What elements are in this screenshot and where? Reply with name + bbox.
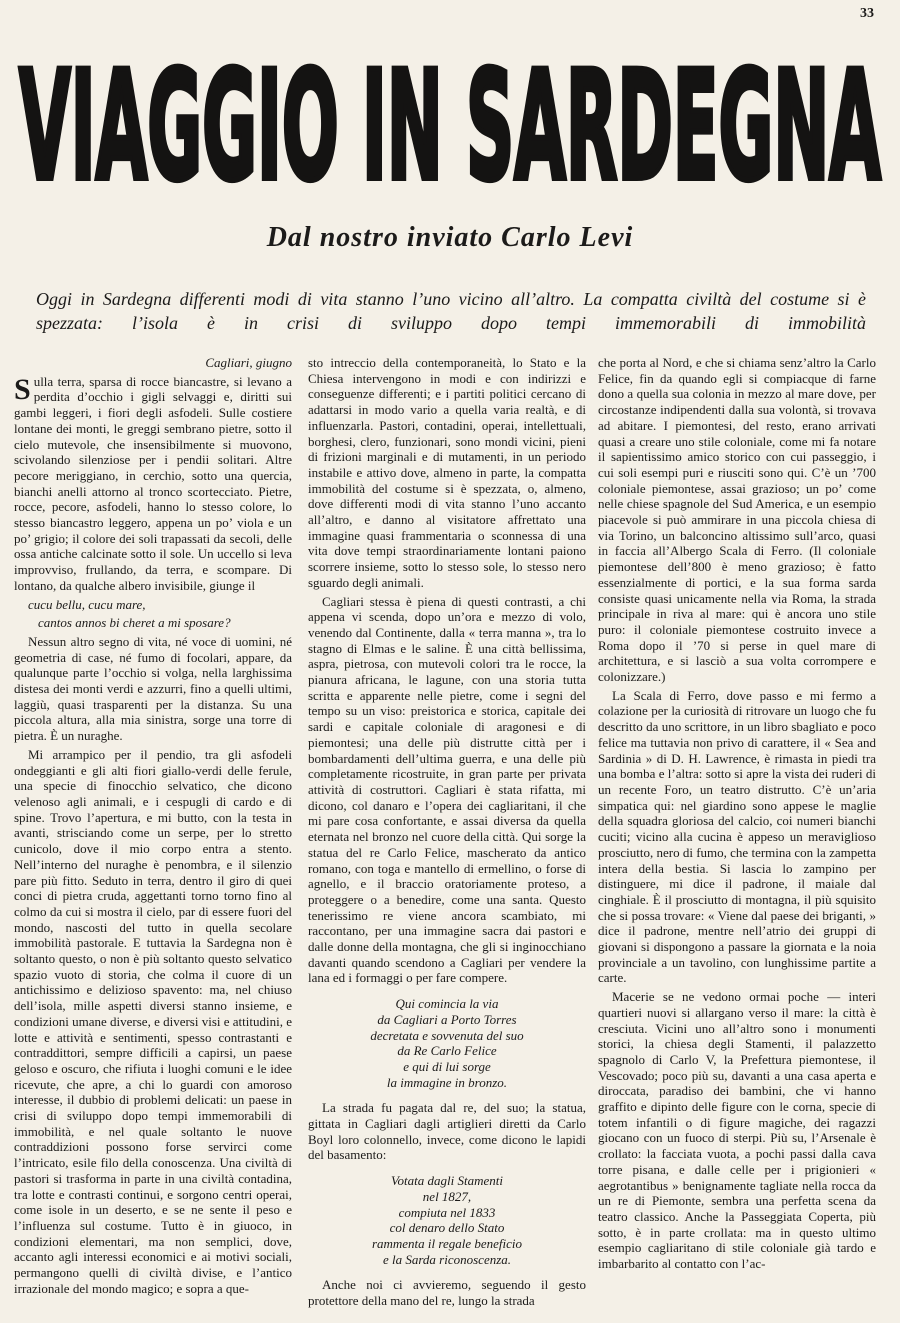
inscription-line: decretata e sovvenuta del suo	[370, 1027, 524, 1043]
inscription-line: rammenta il regale beneficio	[371, 1235, 523, 1251]
verse-line: cantos annos bi cheret a mi sposare?	[38, 615, 231, 631]
article-body	[14, 355, 886, 1315]
paragraph-text: ulla terra, sparsa di rocce biancastre, si levano a perdita d’occhio i gigli selvaggi e, diritti sui gambi leggeri, i fiori degli asfodeli. Sulle costiere lontane dei monti, le greggi sembrano pietre, sotto il cielo mutevole, che insensibilmente si muovono, scivolando silenziose per i pendii solitari. Altre pecore meriggiano, in cerchio, sotto una quercia, bianchi anelli attorno al tronco scortecciato. Pietre, rocce, pecore, asfodeli, hanno lo stesso colore, lo stesso biancastro leggero, appena un po’ viola e un po’ grigio; il colore dei soli trapassati da secoli, delle ossa antiche calcinate sotto il sole. Un uccello si leva improvviso, frullando, da terra, e scompare. Di lontano, da qualche albero invisibile, giunge il	[14, 373, 292, 593]
headline	[0, 44, 900, 204]
inscription-line: la immagine in bronzo.	[386, 1074, 508, 1090]
inscription-line: da Re Carlo Felice	[397, 1043, 497, 1059]
inscription-line: e qui di lui sorge	[403, 1058, 491, 1074]
inscription-line: Votata dagli Stamenti	[391, 1173, 503, 1189]
headline-text: VIAGGIO IN SARDEGNA	[19, 44, 881, 204]
standfirst: Oggi in Sardegna differenti modi di vita stanno l’uno vicino all’altro. La compatta civiltà del costume si è spezzata: l’isola è in crisi di sviluppo dopo tempi immemorabili di immobilità	[36, 289, 866, 333]
inscription-line: e la Sarda riconoscenza.	[382, 1251, 512, 1267]
inscription-via	[308, 996, 586, 1090]
inscription-basamento	[308, 1173, 586, 1267]
paragraph: Macerie se ne vedono ormai poche — interi quartieri nuovi si allargano verso il mare: la città è cresciuta. Vicini uno all’altro sono i monumenti storici, la chiesa degli Stamenti, il palazzetto spagnolo di Carlo V, la Prefettura piemontese, il Vescovado; poco più su, davanti a una casa aperta e diroccata, paradiso dei bambini, che vi hanno graffito e dipinto delle figure con le corna, specie di totem infantili o di figure magiche, dei ragazzi giocano con un fuoco di sterpi. Più su, l’Arsenale è crollato: la facciata vuota, a pochi passi dalla cava torre pisana, e dalle celle per i prigionieri « aegrotantibus » benignamente tagliate nella rocca da un re di Piemonte, sembra una perfetta scena da teatro classico. Anche la Passeggiata Coperta, più sotto, è in parte crollata: ma in questo ultimo esempio cagliaritano di stile coloniale già tardo e imbarbarito al contatto con l’ac-	[598, 989, 876, 1272]
verse-line: cucu bellu, cucu mare,	[28, 596, 146, 612]
column-2	[308, 355, 586, 1315]
paragraph: Mi arrampico per il pendio, tra gli asfodeli ondeggianti e gli alti fiori giallo-verdi delle ferule, una specie di finocchio selvatico, che dicono velenoso agli animali, e i cespugli di cardo e di spine. Trovo l’apertura, e mi butto, con la testa in avanti, strisciando come un serpe, per lo stretto cunicolo, dove il mio corpo entra a stento. Nell’interno del nuraghe è penombra, e il silenzio pare più fitto. Seduto in terra, dentro il giro di quei conci di pietra cruda, aggettanti torno torno fino al colmo da cui si mostra il cielo, par di essere fuori del mondo, nascosti del tutto in quella secolare immobilità pastorale. E tuttavia la Sardegna non è soltanto questo, o non è più soltanto questo selvatico spazio vuoto di storia, che colma il cuore di un antichissimo e delizioso spavento: ma, nel chiuso dell’isola, mille aspetti diversi stanno insieme, e condizioni umane diverse, e diversi visi e attitudini, e lotte e attività e sentimenti, spesso contrastanti e contraddittori, sempre difficili a capirsi, un paese geloso e oscuro, che rifiuta i luoghi comuni e le idee ricevute, che apre, a chi lo guardi con amoroso interesse, il dubbio di problemi delicati: un paese in crisi di sviluppo dopo tempi immemorabili di immobilità, e nel quale soltanto le nuove contraddizioni possono forse servirci come l’intricato, esile filo della conoscenza. Una civiltà di pastori si trasforma in parte in una civiltà contadina, tra lotte e contrasti continui, e sorgono centri operai, come isole in un deserto, e se ne sente il peso e l’influenza sul costume. Tutto è in giuoco, in condizioni elementari, ma non semplici, dove, accanto agli interessi economici e ai motivi sociali, permangono quelli di civiltà divise, e l’antico irrazionale del mondo magico; e sopra a que-	[14, 746, 292, 1296]
column-3	[598, 355, 876, 1315]
page-number: 33	[860, 6, 874, 21]
byline: Dal nostro inviato Carlo Levi	[266, 222, 634, 253]
paragraph: Cagliari stessa è piena di questi contrasti, a chi appena vi scenda, dopo un’ora e mezzo di volo, venendo dal Continente, dalla « terra manna », tra lo stagno di Elmas e le saline. È una città bellissima, aspra, pietrosa, con mutevoli colori tra le rocce, la pianura africana, le lagune, con una storia tutta scritta e apparente nelle pietre, come i segni del tempo su un viso: preistorica e storica, capitale dei sardi e capitale coloniale di aragonesi e di piemontesi; una delle più distrutte città per i bombardamenti dell’ultima guerra, e una delle più completamente ricostruite, in gran parte per privata attività di costruttori. Cagliari è stata rifatta, mi dicono, col danaro e l’opera dei cagliaritani, il che mi pare cosa confortante, e assai diversa da quella eternata nel bronzo nel cuore della città. Qui sorge la statua del re Carlo Felice, mascherato da antico romano, con toga e mantello di ermellino, o forse di agnello, e il braccio oratoriamente proteso, a proteggere o a benedire, come una santa. Questo tenerissimo re viene ancora scambiato, mi raccontano, per una immagine sacra dai pastori e dalle donne della montagna, che gli si inginocchiano davanti quando scendono a Cagliari per vendere la lana ed i formaggi o per fare compere.	[308, 593, 586, 986]
inscription-line: nel 1827,	[422, 1188, 472, 1204]
paragraph: La Scala di Ferro, dove passo e mi fermo a colazione per la curiosità di ritrovare un luogo che fu descritto da uno scrittore, in un libro sbagliato e poco felice ma tuttavia non privo di carattere, il « Sea and Sardinia » di D. H. Lawrence, è rimasta in piedi tra una bomba e l’altra: sotto si apre la vista dei ruderi di un recente Foro, un teatro distrutto. C’è un’aria simpatica qui: nel giardino sono appese le maglie della squadra gloriosa del calcio, coi numeri bianchi cuciti; vicino alla cucina è appeso un meraviglioso prosciutto, nero di fumo, che termina con la zampetta intera della bestia. Si lascia lo zampino per distinguere, mi dice il padrone, il maiale dal cinghiale. È il prosciutto di montagna, il più squisito che si possa trovare: « Viene dal paese dei briganti, » dice il padrone, mentre nell’atrio dei gruppi di giovani si dispongono a passare la giornata e la noia provinciale a un tavolino, con lunghissime partite a carte.	[598, 687, 876, 986]
paragraph: Nessun altro segno di vita, né voce di uomini, né geometria di case, né fumo di focolari, appare, da qualunque parte l’occhio si volga, nella larghissima distesa dei monti verdi e azzurri, fino a quelli ultimi, laggiù, quasi trasparenti per la distanza. Su una piccola altura, alla mia sinistra, sorge una torre di pietra. È un nuraghe.	[14, 633, 292, 744]
inscription-line: compiuta nel 1833	[398, 1204, 496, 1220]
inscription-line: da Cagliari a Porto Torres	[377, 1011, 517, 1027]
headline-svg	[0, 44, 900, 204]
paragraph	[14, 374, 292, 594]
column-1	[14, 355, 292, 1315]
inscription-line: col denaro dello Stato	[389, 1220, 505, 1236]
paragraph: Anche noi ci avvieremo, seguendo il gesto protettore della mano del re, lungo la strada	[308, 1277, 586, 1309]
paragraph: sto intreccio della contemporaneità, lo Stato e la Chiesa intervengono in modi e con indirizzi e conseguenze differenti; e i partiti politici cercano di adattarsi in modo vario a quella varia realtà, e di influenzarla. Pastori, contadini, operai, intellettuali, borghesi, clero, funzionari, sono mondi vicini, pieni di frizioni marginali e di mutamenti, in un periodo instabile e attivo dove, almeno in parte, la compatta immobilità del costume si è spezzata, o, almeno, dove differenti modi di vita stanno l’uno accanto all’altro, e danno al visitatore affrettato una immagine quasi frammentaria o sconnessa di una vita dove tempi straordinariamente lontani paiono scorrere insieme, sotto lo stesso sole, lo stesso nero sguardo degli animali.	[308, 355, 586, 590]
paragraph: che porta al Nord, e che si chiama senz’altro la Carlo Felice, fin da quando egli si compiacque di farne dono a quella sua colonia in mezzo al mare dove, per circostanze indipendenti dalla sua volontà, si trovava ad abitare. I piemontesi, del resto, erano arrivati quasi a creare uno stile coloniale, come mi fa notare il sapientissimo amico storico con cui passeggio, i cui soli esempi puri e riusciti sono qui. C’è un ’700 coloniale piemontese, assai grazioso; un po’ come nelle chiese spagnole del Sud America, e un esempio piacevole si può ammirare in una piccola chiesa di via Torino, un balconcino altissimo sull’arco, quasi in faccia all’Albergo Scala di Ferro. (Il coloniale piemontese dell’800 è meno grazioso; è fatto essenzialmente di portici, e la sua forma sarda consiste quasi unicamente nella via Roma, la strada principale in riva al mare: qui è ancora uno stile puro: il coloniale piemontese costruito invece a Roma dopo il ’70 si perse in quel mare di architettura, e si lasciò a sua volta corrompere e colonizzare.)	[598, 355, 876, 685]
paragraph: La strada fu pagata dal re, del suo; la statua, gittata in Cagliari dagli artiglieri diretti da Carlo Boyl loro colonnello, invece, come dicono le lapidi del basamento:	[308, 1100, 586, 1163]
drop-cap: S	[14, 372, 31, 406]
inscription-line: Qui comincia la via	[395, 996, 499, 1012]
dateline: Cagliari, giugno	[205, 355, 292, 370]
